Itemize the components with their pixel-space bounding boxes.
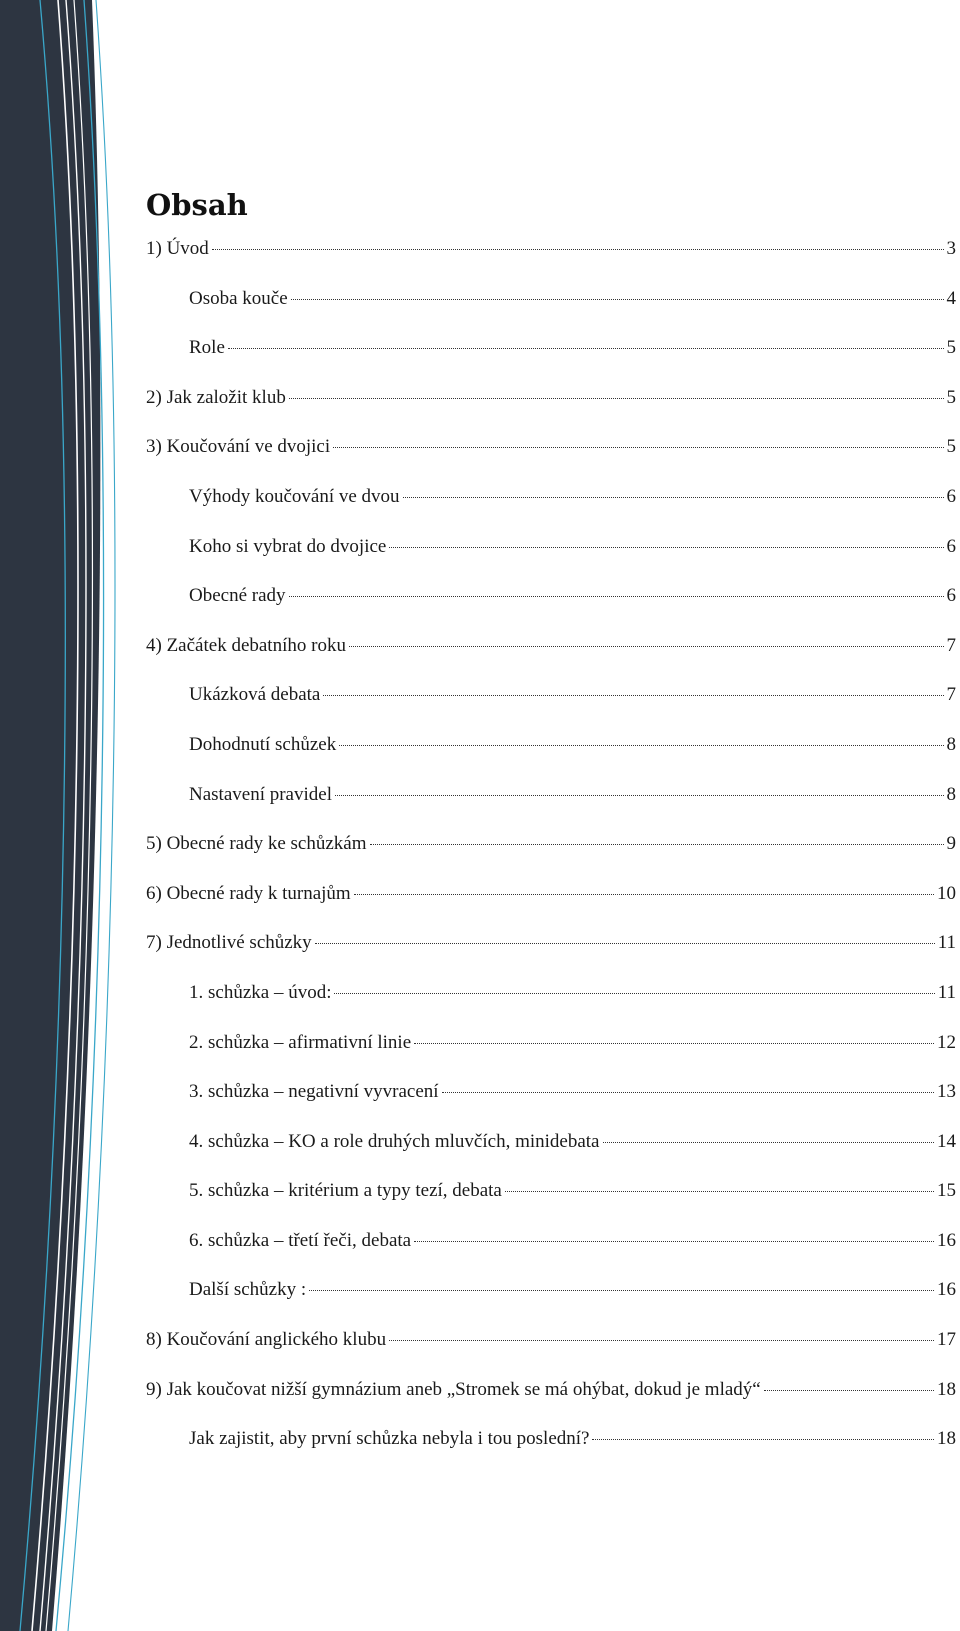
toc-entry[interactable] [146, 932, 956, 982]
toc-dot-leader [212, 249, 944, 250]
toc-dot-leader [414, 1043, 934, 1044]
toc-page-number: 7 [946, 634, 956, 656]
toc-dot-leader [339, 745, 943, 746]
table-of-contents [146, 238, 956, 1478]
toc-dot-leader [315, 943, 935, 944]
side-decoration [0, 0, 140, 1631]
toc-entry-text: Další schůzky : [189, 1279, 307, 1301]
toc-entry[interactable] [146, 1081, 956, 1131]
toc-dot-leader [389, 547, 943, 548]
toc-dot-leader [370, 844, 944, 845]
toc-entry-text: Ukázková debata [189, 684, 321, 706]
toc-dot-leader [323, 695, 943, 696]
toc-dot-leader [592, 1439, 934, 1440]
toc-entry[interactable] [146, 1279, 956, 1329]
toc-entry[interactable] [146, 1230, 956, 1280]
toc-dot-leader [414, 1241, 934, 1242]
toc-entry-text: Obecné rady [189, 585, 286, 607]
toc-entry-text: Role [189, 337, 225, 359]
toc-entry-text: 5) Obecné rady ke schůzkám [146, 833, 367, 855]
toc-entry[interactable] [146, 734, 956, 784]
toc-entry[interactable] [146, 1428, 956, 1478]
toc-page-number: 16 [937, 1279, 956, 1301]
toc-page-number: 6 [946, 485, 956, 507]
toc-entry-text: 1) Úvod [146, 238, 209, 259]
toc-page-number: 7 [946, 684, 956, 706]
toc-entry-text: 3. schůzka – negativní vyvracení [189, 1081, 439, 1103]
toc-page-number: 18 [937, 1428, 956, 1450]
toc-page-number: 14 [937, 1130, 956, 1152]
toc-page-number: 13 [937, 1081, 956, 1103]
toc-page-number: 8 [946, 733, 956, 755]
toc-dot-leader [289, 596, 944, 597]
toc-dot-leader [603, 1142, 935, 1143]
toc-entry-text: 5. schůzka – kritérium a typy tezí, debata [189, 1180, 502, 1202]
toc-entry-text: Jak zajistit, aby první schůzka nebyla i tou poslední? [189, 1428, 590, 1450]
toc-dot-leader [354, 894, 934, 895]
toc-entry[interactable] [146, 982, 956, 1032]
toc-dot-leader [442, 1092, 934, 1093]
toc-entry[interactable] [146, 585, 956, 635]
toc-page-number: 5 [946, 386, 956, 408]
toc-entry-text: Koho si vybrat do dvojice [189, 535, 387, 557]
toc-dot-leader [389, 1340, 934, 1341]
toc-entry[interactable] [146, 784, 956, 834]
toc-page-number: 16 [937, 1229, 956, 1251]
toc-entry[interactable] [146, 436, 956, 486]
toc-entry-text: 8) Koučování anglického klubu [146, 1329, 387, 1351]
toc-entry[interactable] [146, 337, 956, 387]
toc-page-number: 5 [946, 436, 956, 458]
toc-entry-text: Dohodnutí schůzek [189, 733, 337, 755]
toc-title: Obsah [146, 188, 248, 222]
toc-entry-text: Nastavení pravidel [189, 783, 332, 805]
toc-entry-text: 7) Jednotlivé schůzky [146, 932, 312, 954]
toc-dot-leader [309, 1290, 934, 1291]
toc-dot-leader [349, 646, 944, 647]
toc-dot-leader [403, 497, 944, 498]
toc-entry-text: 3) Koučování ve dvojici [146, 436, 331, 458]
toc-entry[interactable] [146, 1032, 956, 1082]
toc-page-number: 6 [946, 535, 956, 557]
toc-dot-leader [505, 1191, 934, 1192]
toc-page-number: 18 [937, 1378, 956, 1400]
toc-page-number: 8 [946, 783, 956, 805]
toc-entry-text: 4) Začátek debatního roku [146, 634, 346, 656]
toc-page-number: 6 [946, 585, 956, 607]
toc-dot-leader [335, 795, 944, 796]
toc-entry[interactable] [146, 684, 956, 734]
toc-page-number: 11 [937, 932, 956, 954]
toc-dot-leader [334, 993, 934, 994]
toc-entry-text: 2. schůzka – afirmativní linie [189, 1031, 412, 1053]
toc-page-number: 10 [937, 882, 956, 904]
toc-entry-text: 1. schůzka – úvod: [189, 981, 332, 1003]
toc-entry[interactable] [146, 883, 956, 933]
toc-page-number: 15 [937, 1180, 956, 1202]
toc-page-number: 4 [946, 287, 956, 309]
toc-entry[interactable] [146, 1379, 956, 1429]
toc-dot-leader [764, 1390, 934, 1391]
toc-entry[interactable] [146, 536, 956, 586]
toc-entry-text: 6) Obecné rady k turnajům [146, 882, 351, 904]
toc-entry-text: 4. schůzka – KO a role druhých mluvčích, minidebata [189, 1130, 600, 1152]
toc-dot-leader [228, 348, 944, 349]
toc-entry[interactable] [146, 238, 956, 288]
toc-page-number: 12 [937, 1031, 956, 1053]
toc-page-number: 17 [937, 1329, 956, 1351]
toc-entry[interactable] [146, 833, 956, 883]
toc-entry-text: 9) Jak koučovat nižší gymnázium aneb „Stromek se má ohýbat, dokud je mladý“ [146, 1378, 761, 1400]
toc-entry[interactable] [146, 288, 956, 338]
toc-page-number: 5 [946, 337, 956, 359]
toc-entry[interactable] [146, 1329, 956, 1379]
toc-entry[interactable] [146, 635, 956, 685]
toc-entry[interactable] [146, 486, 956, 536]
toc-page-number: 11 [937, 981, 956, 1003]
toc-entry[interactable] [146, 1131, 956, 1181]
toc-dot-leader [291, 299, 944, 300]
toc-entry-text: 2) Jak založit klub [146, 386, 286, 408]
toc-entry-text: Osoba kouče [189, 287, 288, 309]
toc-page-number: 3 [946, 238, 956, 259]
toc-entry[interactable] [146, 387, 956, 437]
toc-dot-leader [289, 398, 944, 399]
toc-page-number: 9 [946, 833, 956, 855]
toc-entry[interactable] [146, 1180, 956, 1230]
toc-entry-text: Výhody koučování ve dvou [189, 485, 400, 507]
toc-entry-text: 6. schůzka – třetí řeči, debata [189, 1229, 412, 1251]
toc-dot-leader [333, 447, 943, 448]
